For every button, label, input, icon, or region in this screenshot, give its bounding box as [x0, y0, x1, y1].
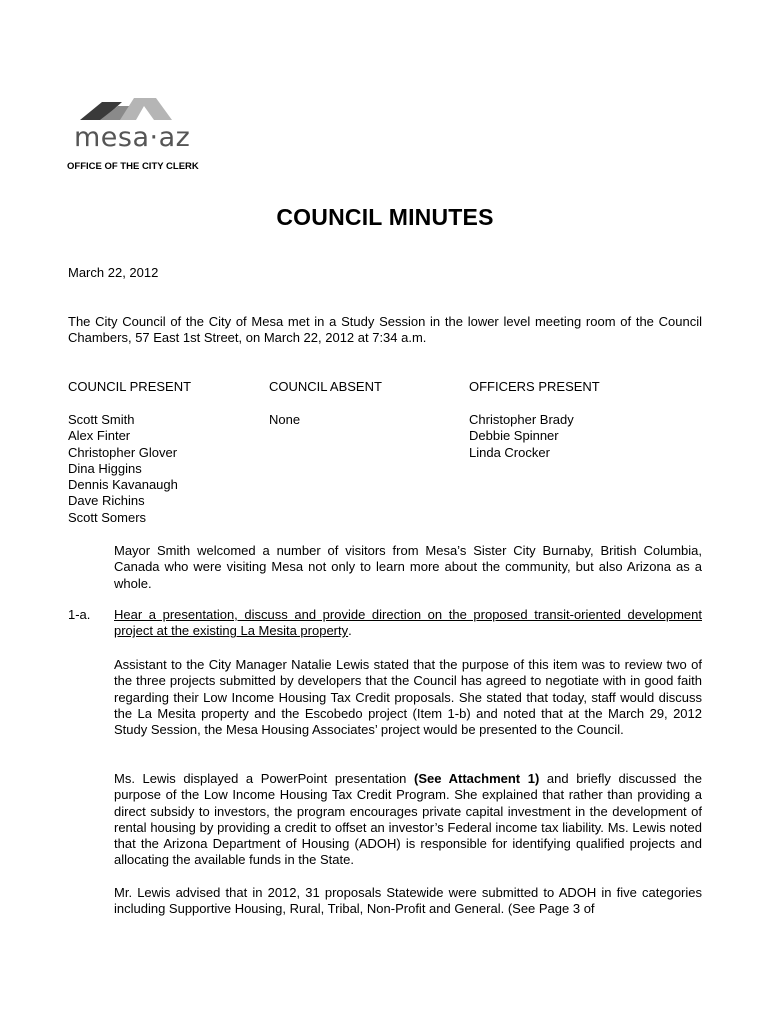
list-item: Debbie Spinner — [469, 428, 559, 444]
logo-wordmark: mesa·az — [74, 122, 191, 153]
list-item: Linda Crocker — [469, 444, 550, 460]
mesa-az-logo — [72, 96, 212, 160]
intro-paragraph: The City Council of the City of Mesa met in a Study Session in the lower level meeting room of the Council Chambers, 57 East 1st Street, on March 22, 2012 at 7:34 a.m. — [68, 314, 702, 346]
agenda-item-title-text: Hear a presentation, discuss and provide direction on the proposed transit-oriented development project at the existing La Mesita property — [114, 607, 702, 639]
list-item: None — [269, 412, 301, 427]
agenda-item-title-period: . — [348, 623, 352, 639]
agenda-item-title — [114, 607, 702, 640]
welcome-paragraph: Mayor Smith welcomed a number of visitors from Mesa’s Sister City Burnaby, British Columbia, Canada who were visiting Mesa not only to learn more about the community, but also Arizona as a whole. — [114, 543, 702, 591]
paragraph-powerpoint-start: Ms. Lewis displayed a PowerPoint presentation — [114, 771, 415, 786]
paragraph-proposals: Mr. Lewis advised that in 2012, 31 proposals Statewide were submitted to ADOH in five categories including Supportive Housing, Rural, Tribal, Non-Profit and General. (See Page 3 of — [114, 885, 702, 917]
council-absent-heading: COUNCIL ABSENT — [269, 379, 382, 394]
paragraph-powerpoint — [114, 771, 702, 869]
list-item: Scott Somers — [68, 509, 147, 525]
meeting-date: March 22, 2012 — [68, 265, 159, 280]
attachment-reference: (See Attachment 1) — [414, 771, 540, 786]
paragraph-powerpoint-rest: and briefly discussed the purpose of the Low Income Housing Tax Credit Program. She explained that rather than providing a direct subsidy to investors, the program encourages private capital investment in the development of rental housing by providing a credit to offset an investor’s Federal income tax liability. Ms. Lewis noted that the Arizona Department of Housing (ADOH) is responsible for identifying qualified projects and allocating the available funds in the State. — [114, 771, 702, 868]
council-present-heading: COUNCIL PRESENT — [68, 379, 192, 394]
officers-present-list — [469, 412, 574, 461]
list-item: Alex Finter — [68, 428, 131, 444]
list-item: Christopher Glover — [68, 444, 178, 460]
council-present-list — [68, 412, 178, 526]
list-item: Dave Richins — [68, 493, 145, 509]
list-item: Christopher Brady — [469, 412, 574, 427]
list-item: Dennis Kavanaugh — [68, 477, 178, 493]
document-title: COUNCIL MINUTES — [276, 204, 494, 230]
paragraph-lewis-purpose: Assistant to the City Manager Natalie Lewis stated that the purpose of this item was to review two of the three projects submitted by developers that the Council has agreed to negotiate with in good faith regarding their Low Income Housing Tax Credit proposals. She stated that today, staff would discuss the La Mesita property and the Escobedo project (Item 1-b) and noted that at the March 29, 2012 Study Session, the Mesa Housing Associates’ project would be presented to the Council. — [114, 657, 702, 738]
council-absent-list — [269, 412, 300, 428]
officers-present-heading: OFFICERS PRESENT — [469, 379, 600, 394]
agenda-item-number: 1-a. — [68, 607, 91, 622]
office-label: OFFICE OF THE CITY CLERK — [67, 161, 199, 172]
list-item: Dina Higgins — [68, 460, 142, 476]
list-item: Scott Smith — [68, 412, 135, 427]
